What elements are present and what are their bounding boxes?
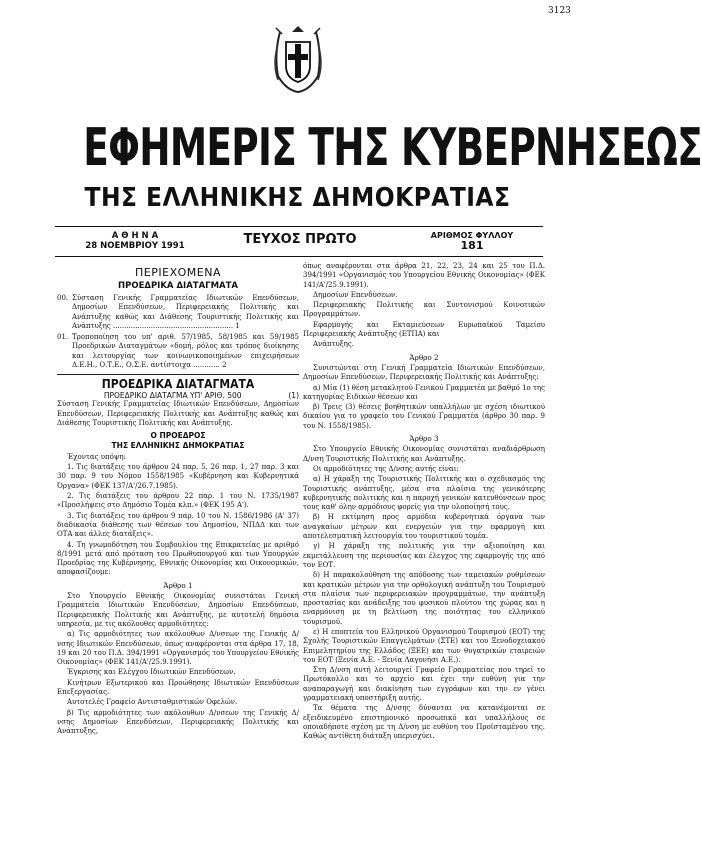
left-column: [57, 266, 299, 737]
article-3-item: ε) Η εποπτεία του Ελληνικού Οργανισμού Τουρισμού (ΕΟΤ) της Σχολής Τουριστικών Επαγγελμάτων (ΣΤΕ) και του Ξενοδοχειακού Επιμελητηρίου της Ελλάδος (ΞΕΕ) και των θυγατρικών εταιρειών του ΕΟΤ (Ξενία Α.Ε. - Ξενία Λαγονήσι Α.Ε.).: [303, 627, 545, 664]
article-3-item: γ) Η χάραξη της πολιτικής για την αξιοποίηση και εκμετάλλευση της περιουσίας και έλεγχος της εφαρμογής της από τον ΕΟΤ.: [303, 542, 545, 569]
article-1-item: α) Τις αρμοδιότητες των ακόλουθων Δ/νσεων της Γενικής Δ/νσης Ιδιωτικών Επενδύσεων, όπως αναφέρονται στα άρθρα 17, 18, 19 και 20 του Π.Δ. 394/1991 «Οργανισμός του Υπουργείου Εθνικής Οικονομίας» (ΦΕΚ 141/Α'/25.9.1991).: [57, 630, 299, 667]
right-column: [303, 262, 545, 743]
toc-item: [57, 333, 299, 370]
article-1-directorate: Εφαρμογής και Εκταμιεύσεων Ευρωπαϊκού Ταμείου Περιφερειακής Ανάπτυξης (ΕΤΠΑ) και: [303, 320, 545, 339]
masthead-sheet: [412, 231, 532, 251]
article-1-item: β) Τις αρμοδιότητες των ακόλουθων Δ/νσεων της Γενικής Δ/νσης Δημοσίων Επενδύσεων, Περιφερειακής Πολιτικής και Ανάπτυξης,: [57, 708, 299, 736]
consideration-item: 2. Τις διατάξεις του άρθρου 22 παρ. 1 του Ν. 1735/1987 «Προσλήψεις στο Δημόσιο Τομέα κλπ.» (ΦΕΚ 195 Α').: [57, 492, 299, 510]
toc-text: Τροποποίηση του υπ' αριθ. 57/1985, 58/1985 και 59/1985 Προεδρικών Διαταγμάτων «δομή, ρόλος και τρόπος διοίκησης και λειτουργίας των κοινωνικοποιημένων επιχειρήσεων Δ.Ε.Η., Ο.Τ.Ε., Ο.Σ.Ε. αντίστοιχα ............ 2: [72, 333, 299, 370]
article-1-directorate: Ανάπτυξης.: [313, 340, 354, 349]
article-3-item: β) Η εκτίμηση προς αρμόδια κυβερνητικά όργανα των αναγκαίων μέτρων και ενεργειών για την εφαρμογή και αποτελεσματική λειτουργία του τουριστικού τομέα.: [303, 513, 545, 541]
considering-label: Έχοντας υπόψη:: [67, 452, 126, 461]
page-number: 3123: [548, 6, 571, 16]
decree-ref: (1): [288, 391, 299, 401]
article-2-item: α) Μία (1) θέση μετακλητού Γενικού Γραμματέα με βαθμό 1ο της κατηγορίας Ειδικών θέσεων και: [303, 383, 545, 401]
article-2-heading: Άρθρο 2: [409, 352, 439, 362]
article-1-directorate: Περιφερειακής Πολιτικής και Συντονισμού Κοινοτικών Προγραμμάτων.: [303, 301, 545, 319]
article-3-item: α) Η χάραξη της Τουριστικής Πολιτικής και ο σχεδιασμός της Τουριστικής ανάπτυξης, μέσα στα πλαίσια της γενικότερης κυβερνητικής πολιτικής και η παροχή γενικών κατευθύνσεων προς τους καθ' όλην αρμόδιους φορείς για την υλοποίησή τους.: [303, 475, 545, 512]
president-title: Ο ΠΡΟΕΔΡΟΣ: [150, 431, 206, 441]
article-1-item: Κινήτρων Εξωτερικού και Προώθησης Ιδιωτικών Επενδύσεων Επεξεργασίας.: [57, 678, 299, 696]
masthead-issue: ΤΕΥΧΟΣ ΠΡΩΤΟ: [243, 232, 357, 247]
article-1-directorate: Δημοσίων Επενδύσεων.: [313, 290, 398, 299]
sheet-label: ΑΡΙΘΜΟΣ ΦΥΛΛΟΥ: [430, 231, 514, 240]
republic-title: ΤΗΣ ΕΛΛΗΝΙΚΗΣ ΔΗΜΟΚΡΑΤΙΑΣ: [111, 440, 245, 450]
masthead-city: Α Θ Η Ν Α: [111, 231, 159, 241]
article-3-text: Στο Υπουργείο Εθνικής Οικονομίας συνιστάται αναδιάρθρωση Δ/νση Τουριστικής Πολιτικής και Ανάπτυξης.: [303, 445, 545, 463]
article-1-text: Στο Υπουργείο Εθνικής Οικονομίας συνιστάται Γενική Γραμματεία Ιδιωτικών Επενδύσεων, Δημοσίων Επενδύσεων, Περιφερειακής Πολιτικής και Ανάπτυξης, με αυτοτελή δημόσια υπηρεσία, με τις ακόλουθες αρμοδιότητες:: [57, 592, 299, 628]
toc-item: [57, 294, 299, 331]
consideration-item: 1. Τις διατάξεις του άρθρου 24 παρ. 5, 26 παρ. 1, 27 παρ. 3 και 30 παρ. 9 του Νόμου 1558/1985 «Κυβέρνηση και Κυβερνητικά Όργανα» (ΦΕΚ 137/Α'/26.7.1985).: [57, 463, 299, 490]
continuation-text: όπως αναφέρονται στα άρθρα 21, 22, 23, 24 και 25 του Π.Δ. 394/1991 «Οργανισμός του Υπουργείου Εθνικής Οικονομίας» (ΦΕΚ 141/Α'/25.9.1991).: [303, 262, 545, 289]
article-1-heading: Άρθρο 1: [163, 580, 193, 590]
article-1-item: Αυτοτελές Γραφείο Αντισταθμιστικών Οφελών.: [67, 698, 238, 707]
article-3-item: Στη Δ/νση αυτή λειτουργεί Γραφείο Γραμματείας που τηρεί το Πρωτόκολλο και το αρχείο και έχει την ευθύνη για την αναπαραγωγή και διακίνηση των εγγράφων και την εν γένει γραμματειακή υποστήριξη αυτής.: [303, 666, 545, 703]
article-2-item: β) Τρεις (3) θέσεις βοηθητικών υπαλλήλων με σχέση ιδιωτικού δικαίου για το γραφείο του Γενικού Γραμματέα (άρθρο 30 παρ. 9 του Ν. 1558/1985).: [303, 403, 545, 430]
article-3-lead: Οι αρμοδιότητες της Δ/νσης αυτής είναι:: [313, 464, 459, 473]
article-3-item: δ) Η παρακολούθηση της απόδοσης των ταμειακών ρυθμίσεων και κρατικών μέτρων για την ορθολογική ανάπτυξη του Τουρισμού στα πλαίσια των περιφερειακών προγραμμάτων, την ανάπτυξη προστασίας και ανάδειξης του φυσικού πλούτου της χώρας και η εναρμόνιση με τη βελτίωση της ποιότητας του ελληνικού τουρισμού.: [303, 571, 545, 626]
consideration-item: 4. Τη γνωμοδότηση του Συμβουλίου της Επικρατείας με αριθμό 8/1991 μετά από πρόταση του Πρωθυπουργού και των Υπουργών Προεδρίας της Κυβέρνησης, Εθνικής Οικονομίας και Οικονομικών, αποφασίζουμε:: [57, 540, 299, 577]
masthead-subtitle: ΤΗΣ ΕΛΛΗΝΙΚΗΣ ΔΗΜΟΚΡΑΤΙΑΣ: [84, 183, 511, 213]
consideration-item: 3. Τις διατάξεις του άρθρου 9 παρ. 10 του Ν. 1586/1986 (Α' 37) διαδικασία διάθεσης των θέσεων του Δημοσίου, ΝΠΔΔ και των ΟΤΑ και άλλες διατάξεις».: [57, 511, 299, 539]
article-3-heading: Άρθρο 3: [409, 434, 439, 444]
article-1-item: Έγκρισης και Ελέγχου Ιδιωτικών Επενδύσεων.: [67, 668, 236, 677]
article-2-text: Συνιστώνται στη Γενική Γραμματεία Ιδιωτικών Επενδύσεων, Δημοσίων Επενδύσεων, Περιφερειακής Πολιτικής και Ανάπτυξης:: [303, 363, 545, 382]
header-rule-bottom: [55, 256, 543, 257]
masthead-date: 28 ΝΟΕΜΒΡΙΟΥ 1991: [85, 241, 185, 251]
masthead-title: ΕΦΗΜΕΡΙΣ ΤΗΣ ΚΥΒΕΡΝΗΣΕΩΣ: [83, 118, 702, 178]
sheet-number: 181: [460, 239, 484, 252]
decree-title: Σύσταση Γενικής Γραμματείας Ιδιωτικών Επενδύσεων, Δημοσίων Επενδύσεων, Περιφερειακής Πολιτικής και Ανάπτυξης καθώς και Διάθεσης Τουριστικής Πολιτικής και Ανάπτυξης.: [57, 400, 299, 427]
toc-number: 01.: [57, 333, 69, 342]
decree-label: ΠΡΟΕΔΡΙΚΟ ΔΙΑΤΑΓΜΑ ΥΠ' ΑΡΙΘ. 500: [103, 391, 242, 401]
section-heading: ΠΡΟΕΔΡΙΚΑ ΔΙΑΤΑΓΜΑΤΑ: [101, 377, 255, 392]
header-rule-top: [55, 226, 543, 227]
contents-heading: ΠΕΡΙΕΧΟΜΕΝΑ: [135, 266, 221, 279]
decrees-heading: ΠΡΟΕΔΡΙΚΑ ΔΙΑΤΑΓΜΑΤΑ: [118, 281, 238, 291]
toc-text: Σύσταση Γενικής Γραμματείας Ιδιωτικών Επενδύσεων, Δημοσίων Επενδύσεων, Περιφερειακής Πολιτικής και Ανάπτυξης καθώς και Διάθεσης Τουριστικής Πολιτικής και Ανάπτυξης ...................................................... 1: [72, 294, 299, 330]
section-divider: [57, 374, 299, 375]
masthead-place-date: [60, 231, 210, 251]
article-3-item: Τα θέματα της Δ/νσης δύνανται να κατανέμονται σε εξειδικευμένο επιστημονικό προσωπικό και υπαλλήλους σε οποιαδήποτε σχέση με τη Δ/νση με ευθύνη του Προϊσταμένου της. Καθώς αντίθετη διάταξη υπερισχύει.: [303, 704, 545, 741]
toc-number: 00.: [57, 294, 69, 302]
coat-of-arms-icon: [272, 24, 324, 94]
